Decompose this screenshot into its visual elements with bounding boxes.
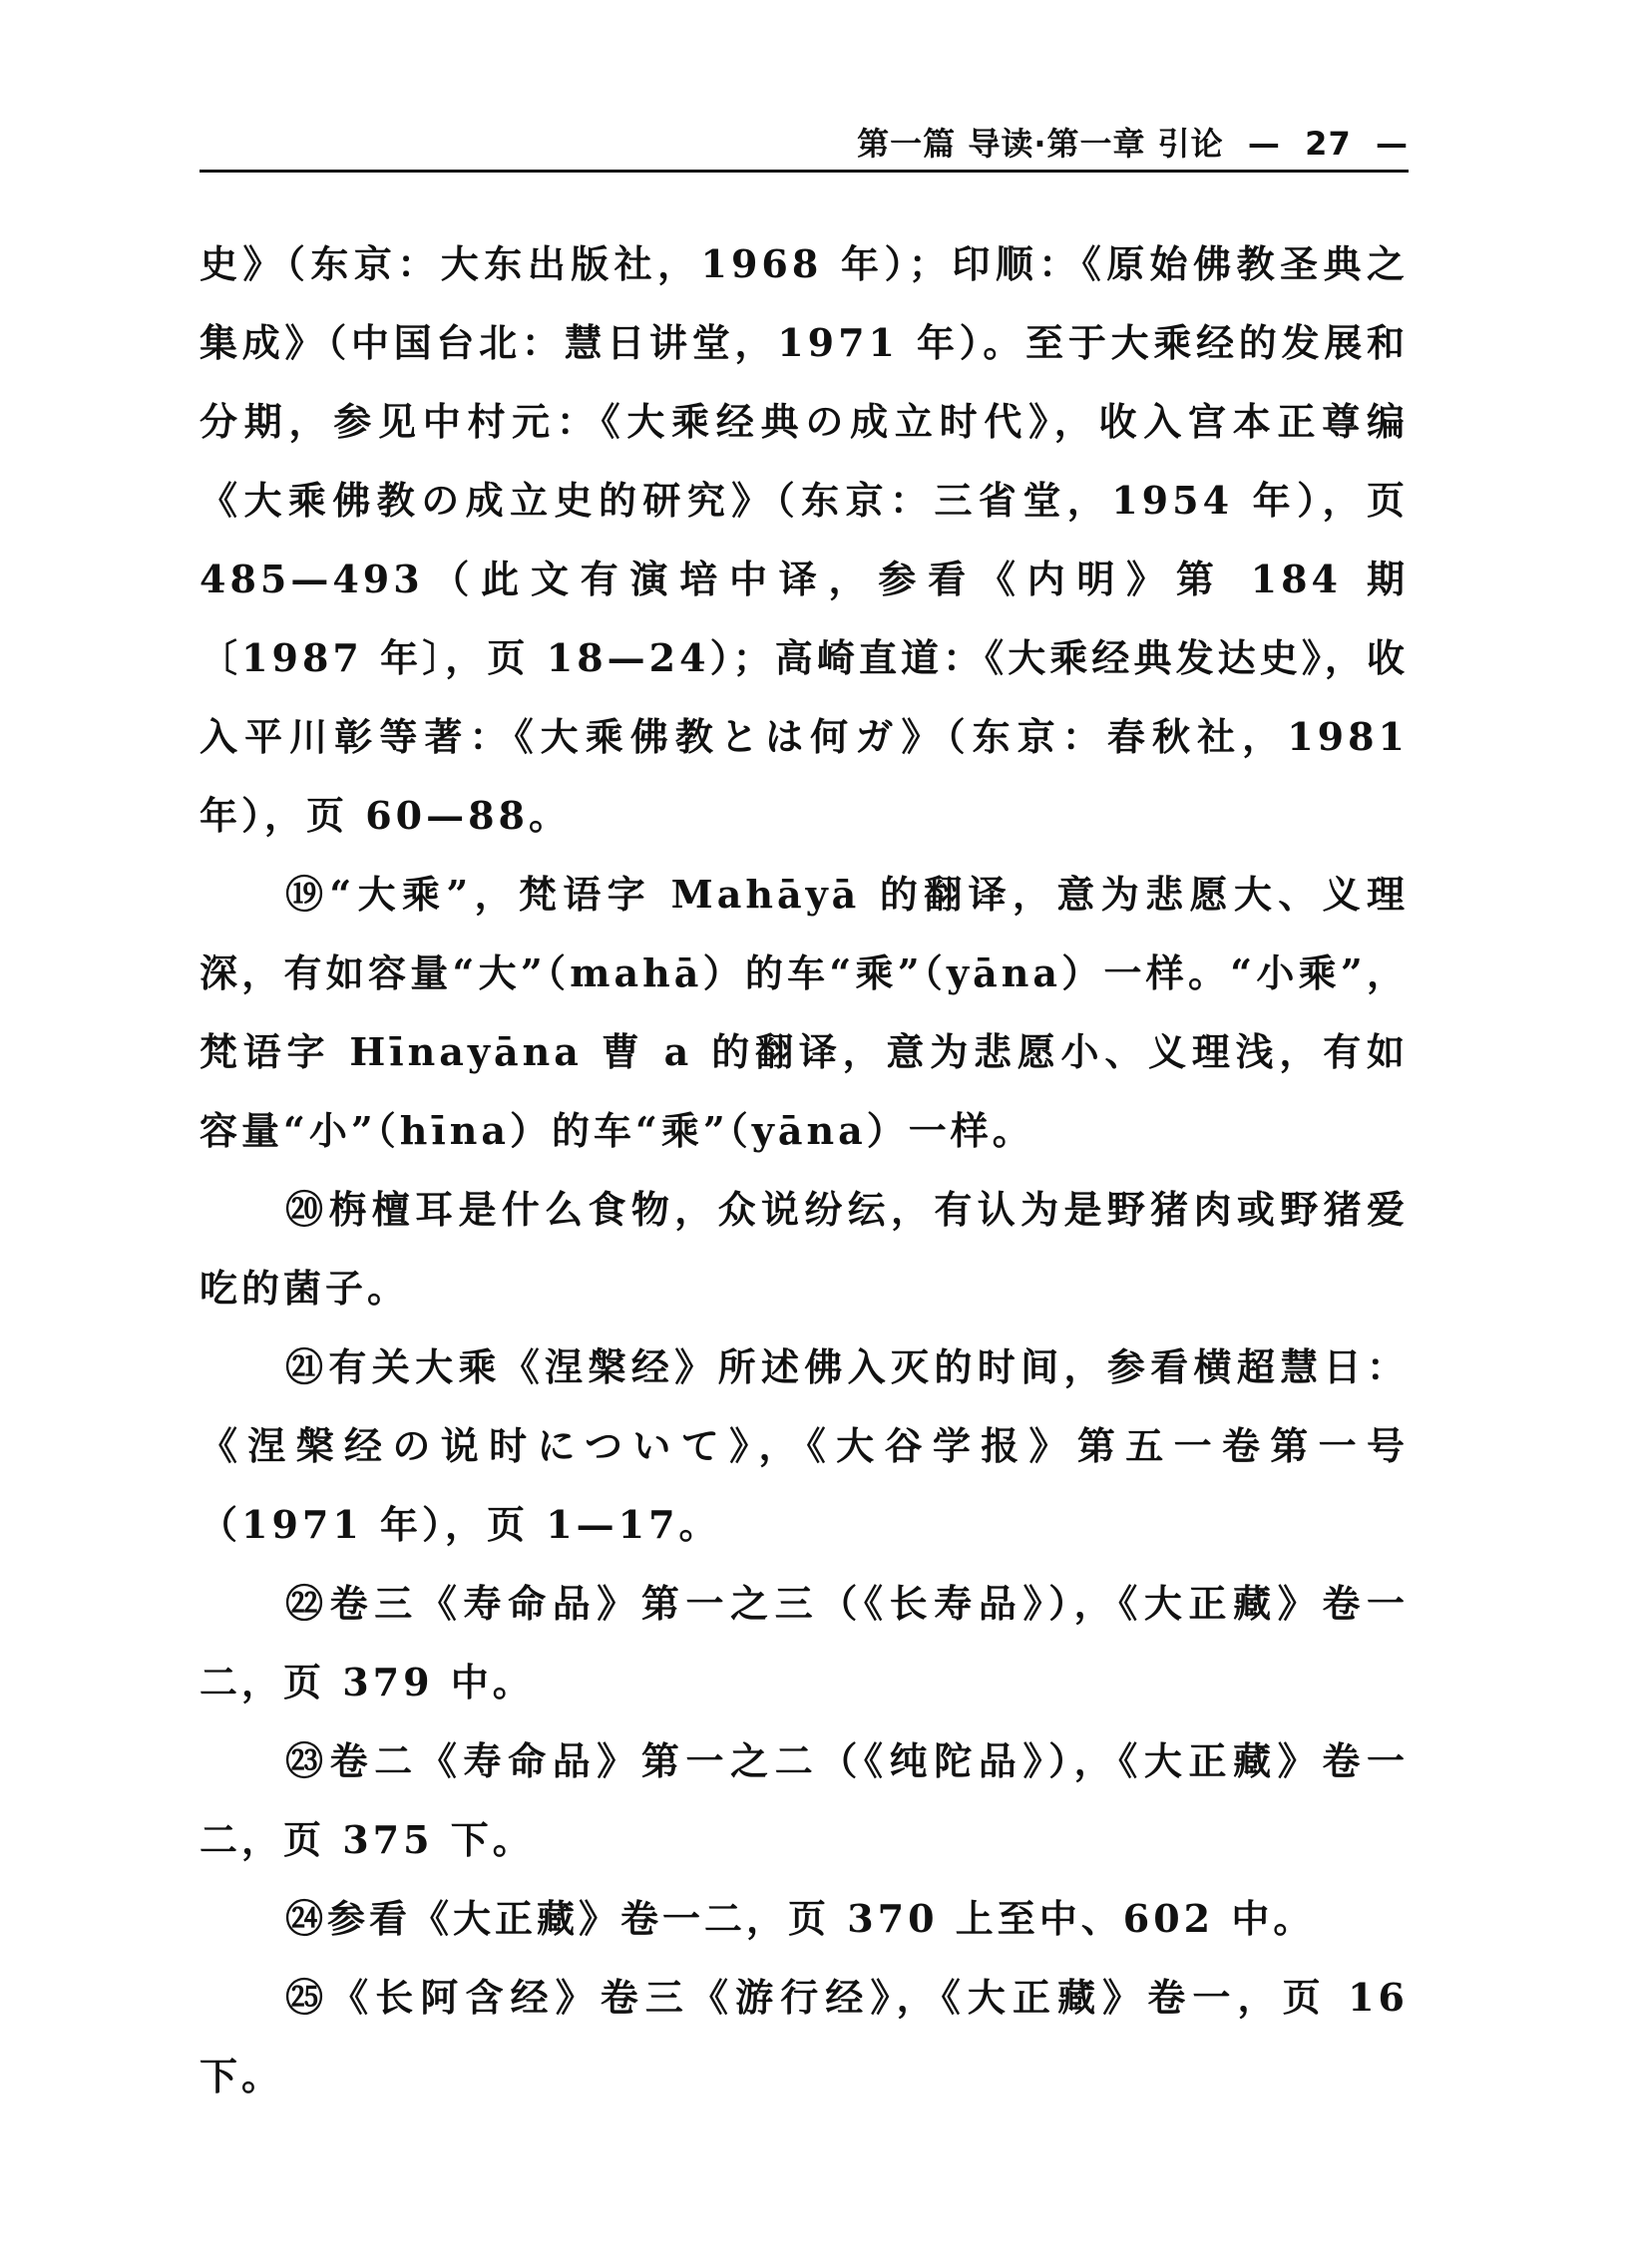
footnote-21: ㉑有关大乘《涅槃经》所述佛入灭的时间，参看横超慧日：《涅槃经の说时について》，《大谷学报》第五一卷第一号（1971 年），页 1—17。: [200, 1344, 1409, 1547]
footnote-23: ㉓卷二《寿命品》第一之二（《纯陀品》），《大正藏》卷一二，页 375 下。: [200, 1738, 1409, 1862]
footnote-continuation: 史》（东京：大东出版社，1968 年）；印顺：《原始佛教圣典之集成》（中国台北：慧日讲堂，1971 年）。至于大乘经的发展和分期，参见中村元：《大乘经典の成立时代》，收入宫本正尊编《大乘佛教の成立史的研究》（东京：三省堂，1954 年），页 485—493（此文有演培中译，参看《内明》第 184 期〔1987 年〕，页 18—24）；高崎直道：《大乘经典发达史》，收入平川彰等著：《大乘佛教とは何ガ》（东京：春秋社，1981 年），页 60—88。: [200, 241, 1409, 838]
running-header-text: 第一篇 导读·第一章 引论 — 27 —: [857, 125, 1409, 163]
footnotes-body: [200, 224, 1409, 2115]
footnote-24: ㉔参看《大正藏》卷一二，页 370 上至中、602 中。: [285, 1896, 1316, 1941]
footnote-25: ㉕《长阿含经》卷三《游行经》，《大正藏》卷一，页 16 下。: [200, 1975, 1409, 2098]
running-header: [200, 118, 1409, 173]
footnote-22: ㉒卷三《寿命品》第一之三（《长寿品》），《大正藏》卷一二，页 379 中。: [200, 1581, 1409, 1704]
footnote-20: ⑳栴檀耳是什么食物，众说纷纭，有认为是野猪肉或野猪爱吃的菌子。: [200, 1187, 1409, 1311]
footnote-19: ⑲“大乘”，梵语字 Mahāyā 的翻译，意为悲愿大、义理深，有如容量“大”（mahā）的车“乘”（yāna）一样。“小乘”，梵语字 Hīnayāna 曹 a 的翻译，意为悲愿小、义理浅，有如容量“小”（hīna）的车“乘”（yāna）一样。: [200, 872, 1409, 1153]
